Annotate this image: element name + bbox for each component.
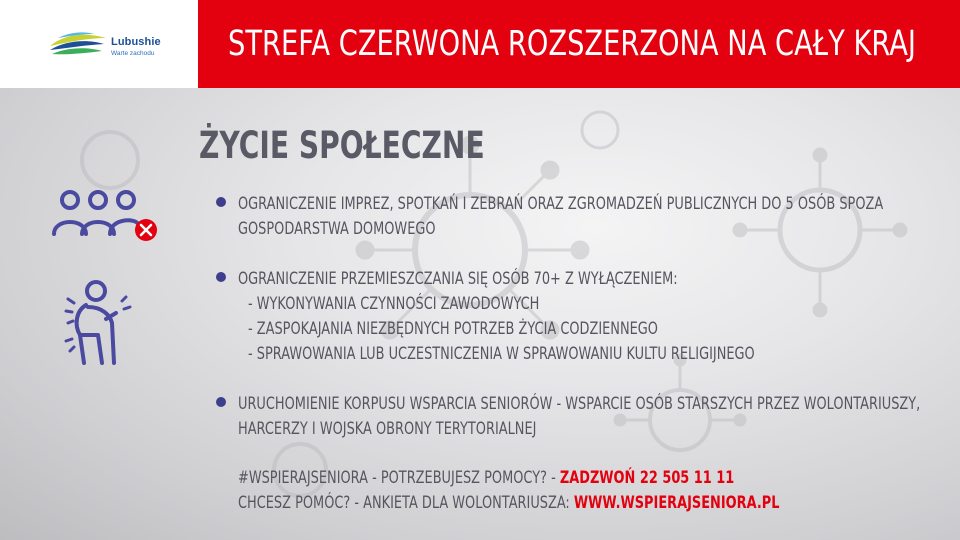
bullet-dot xyxy=(216,397,226,407)
bullet-2-line-2: - WYKONYWANIA CZYNNOŚCI ZAWODOWYCH xyxy=(248,294,540,314)
bullet-dot xyxy=(216,197,226,207)
bullet-1-line-2: GOSPODARSTWA DOMOWEGO xyxy=(238,219,436,239)
lubushie-logo-icon xyxy=(48,30,108,58)
page-title: STREFA CZERWONA ROZSZERZONA NA CAŁY KRAJ xyxy=(228,24,916,64)
group-no-gathering-icon xyxy=(50,188,162,242)
bullet-2-line-1: OGRANICZENIE PRZEMIESZCZANIA SIĘ OSÓB 70+ Z WYŁĄCZENIEM: xyxy=(238,269,678,289)
bullet-3-line-2: HARCERZY I WOJSKA OBRONY TERYTORIALNEJ xyxy=(238,419,537,439)
bullet-1-line-1: OGRANICZENIE IMPREZ, SPOTKAŃ I ZEBRAŃ ORAZ ZGROMADZEŃ PUBLICZNYCH DO 5 OSÓB SPOZA xyxy=(238,194,884,214)
volunteer-text: CHCESZ POMÓC? - ANKIETA DLA WOLONTARIUSZA: xyxy=(238,493,574,513)
footer-line-1 xyxy=(238,467,734,489)
senior-with-cane-icon xyxy=(62,279,132,367)
bullet-3-line-1: URUCHOMIENIE KORPUSU WSPARCIA SENIORÓW - WSPARCIE OSÓB STARSZYCH PRZEZ WOLONTARIUSZY, xyxy=(238,394,921,414)
logo-area xyxy=(0,0,198,88)
phone-number[interactable]: ZADZWOŃ 22 505 11 11 xyxy=(559,468,735,488)
section-title: ŻYCIE SPOŁECZNE xyxy=(199,124,485,167)
footer-line-2 xyxy=(238,492,779,514)
bullet-2-line-3: - ZASPOKAJANIA NIEZBĘDNYCH POTRZEB ŻYCIA CODZIENNEGO xyxy=(248,319,658,339)
bullet-dot xyxy=(216,272,226,282)
logo-tagline: Warte zachodu xyxy=(111,50,155,57)
website-link[interactable]: WWW.WSPIERAJSENIORA.PL xyxy=(573,493,780,513)
hashtag-text: #WSPIERAJSENIORA - POTRZEBUJESZ POMOCY? - xyxy=(238,468,560,488)
bullet-2-line-4: - SPRAWOWANIA LUB UCZESTNICZENIA W SPRAWOWANIU KULTU RELIGIJNEGO xyxy=(248,344,755,364)
title-bar xyxy=(198,0,960,88)
logo-name: Lubushie xyxy=(111,36,161,48)
